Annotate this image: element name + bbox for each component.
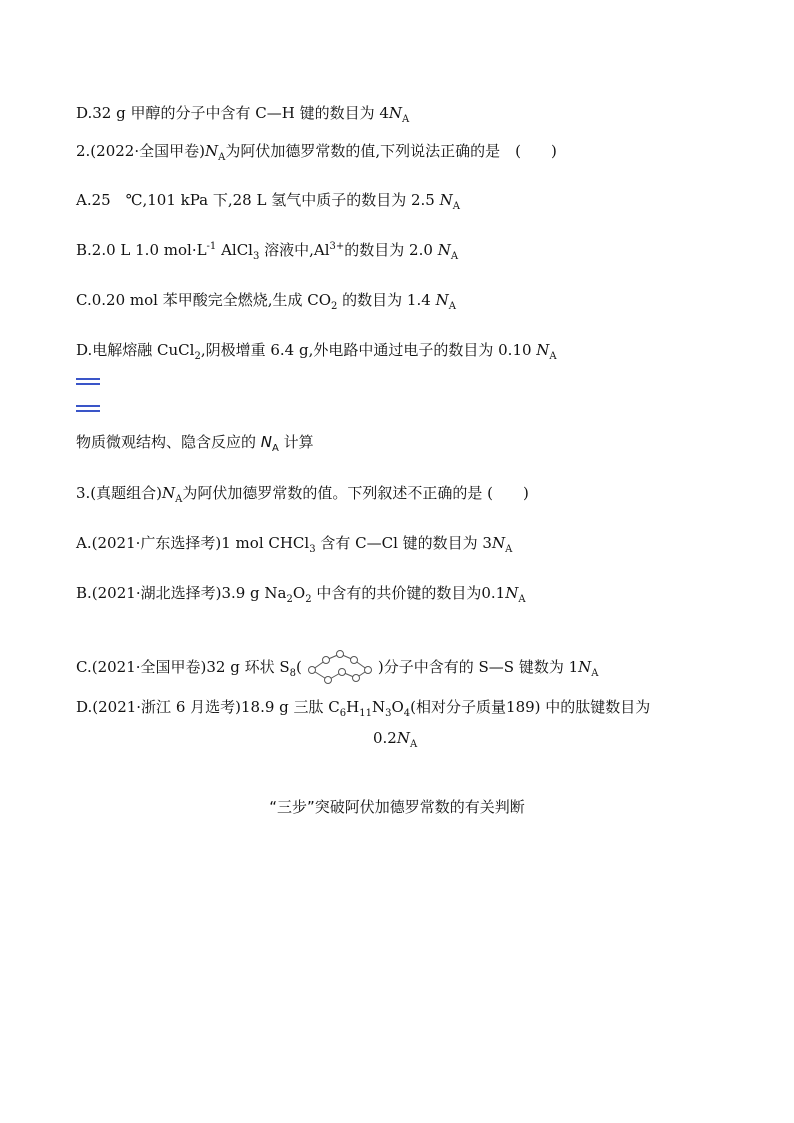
divider-rule xyxy=(76,405,100,407)
q2-option-c: C.0.20 mol 苯甲酸完全燃烧,生成 $CO_2$ 的数目为 1.4 $N_A$ xyxy=(76,291,456,312)
q3-option-c: C.(2021·全国甲卷)32 g 环状 $S_8$( )分子中含有的 S—S 键数为 $1N_A$ xyxy=(76,648,599,688)
q2-stem: 2.(2022·全国甲卷)$N_A$为阿伏加德罗常数的值,下列说法正确的是 ( ) xyxy=(76,142,557,163)
q2-option-d: D.电解熔融 CuCl$_2$,阴极增重 6.4 g,外电路中通过电子的数目为 0.10 $N_A$ xyxy=(76,341,557,362)
q3-option-d-continuation: $0.2N_A$ xyxy=(373,729,418,750)
footer-title: “三步”突破阿伏加德罗常数的有关判断 xyxy=(269,798,525,816)
section-title: 物质微观结构、隐含反应的 $N_A$ 计算 xyxy=(76,433,314,454)
q2-option-b: B.2.0 L 1.0 $mol\cdot L^{-1}$ AlCl$_3$ 溶液中$,Al^{3+}$的数目为 2.0 $N_A$ xyxy=(76,241,459,262)
divider-rule xyxy=(76,378,100,380)
divider-rule xyxy=(76,383,100,385)
q3-stem: 3.(真题组合)$N_A$为阿伏加德罗常数的值。下列叙述不正确的是 ( ) xyxy=(76,484,529,505)
q3-option-b: B.(2021·湖北选择考)3.9 g $Na_2O_2$ 中含有的共价键的数目为$0.1N_A$ xyxy=(76,584,526,605)
s8-ring-structure-icon xyxy=(304,648,376,688)
divider-rule xyxy=(76,410,100,412)
q1-option-d: D.32 g 甲醇的分子中含有 C—H 键的数目为 $4N_A$ xyxy=(76,104,410,125)
q3-option-d: D.(2021·浙江 6 月选考)18.9 g 三肽 $C_6H_{11}N_3O_4$(相对分子质量189) 中的肽键数目为 xyxy=(76,698,651,719)
q2-option-a: A.25 ℃,101 kPa 下,28 L 氢气中质子的数目为 2.5 $N_A$ xyxy=(76,191,460,212)
q3-option-a: A.(2021·广东选择考)1 mol CHCl$_3$ 含有 C—Cl 键的数目为 $3N_A$ xyxy=(76,534,513,555)
